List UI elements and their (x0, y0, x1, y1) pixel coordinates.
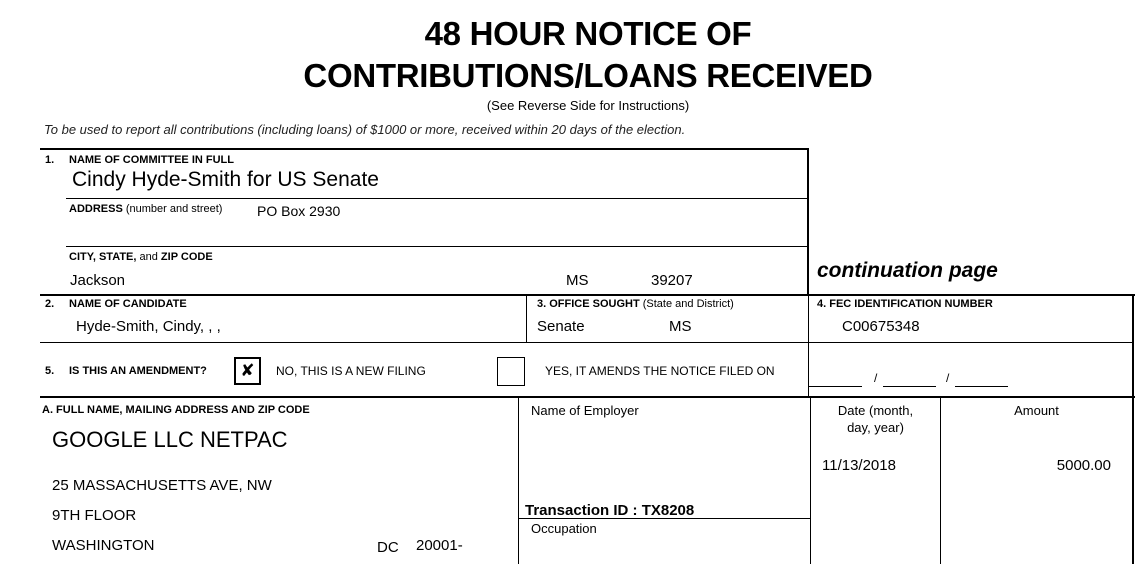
entry-divider-employer (518, 397, 519, 564)
amend-date-sep-1: / (874, 371, 878, 385)
committee-name-value: Cindy Hyde-Smith for US Senate (72, 168, 379, 191)
divider-address-csz (66, 246, 808, 247)
date-label-line2: day, year) (847, 420, 904, 435)
contributor-city-value: WASHINGTON (52, 537, 155, 554)
date-value: 11/13/2018 (822, 457, 896, 474)
csz-label-and: and (139, 251, 158, 263)
row2-divider-fec (808, 295, 809, 397)
section5-number: 5. (45, 365, 55, 377)
row2-top-border (40, 294, 1135, 296)
divider-name-address (66, 198, 808, 199)
office-value: Senate (537, 318, 585, 335)
address-label-rest: (number and street) (125, 203, 223, 215)
office-sought-label (537, 298, 734, 310)
contributor-state-value: DC (377, 539, 399, 556)
contributor-label: A. FULL NAME, MAILING ADDRESS AND ZIP CODE (42, 404, 310, 416)
continuation-page-label: continuation page (817, 259, 998, 282)
section2-number: 2. (45, 298, 55, 310)
entry-divider-amount (940, 397, 941, 564)
committee-name-label: NAME OF COMMITTEE IN FULL (69, 154, 234, 166)
section1-top-border (40, 148, 809, 150)
no-new-filing-label: NO, THIS IS A NEW FILING (276, 364, 426, 378)
address-value: PO Box 2930 (257, 203, 341, 219)
checkmark-x-icon: ✘ (240, 361, 255, 380)
csz-label-bold: CITY, STATE, (69, 251, 137, 263)
candidate-name-label: NAME OF CANDIDATE (69, 298, 187, 310)
section1-number: 1. (45, 154, 55, 166)
amend-date-day-line (883, 386, 936, 387)
office-state-value: MS (669, 318, 692, 335)
row2-right-border (1132, 294, 1134, 398)
occupation-label: Occupation (531, 521, 597, 536)
office-label-rest: (State and District) (642, 298, 734, 310)
fec-id-label: 4. FEC IDENTIFICATION NUMBER (817, 298, 993, 310)
contributor-zip-value: 20001- (416, 537, 463, 554)
fec-id-value: C00675348 (842, 318, 920, 335)
address-label (69, 203, 222, 215)
employer-label: Name of Employer (531, 403, 639, 418)
form-title-line1: 48 HOUR NOTICE OF (424, 15, 752, 52)
csz-label-zip: ZIP CODE (160, 251, 213, 263)
amend-date-month-line (809, 386, 862, 387)
no-new-filing-checkbox[interactable] (234, 357, 261, 385)
row2-divider-office (526, 295, 527, 343)
entry-right-border (1132, 397, 1134, 564)
form-instruction: To be used to report all contributions (including loans) of $1000 or more, received within 20 days of the election. (44, 122, 686, 137)
contributor-name-value: GOOGLE LLC NETPAC (52, 427, 288, 452)
form-subtitle: (See Reverse Side for Instructions) (486, 98, 690, 113)
amount-value: 5000.00 (1056, 457, 1111, 474)
office-label-bold: 3. OFFICE SOUGHT (537, 298, 640, 310)
amend-date-sep-2: / (946, 371, 950, 385)
section1-right-border (807, 148, 809, 296)
amendment-label: IS THIS AN AMENDMENT? (69, 365, 207, 377)
state-value: MS (566, 272, 589, 289)
form-title-line2: CONTRIBUTIONS/LOANS RECEIVED (303, 57, 873, 94)
contributor-address1-value: 25 MASSACHUSETTS AVE, NW (52, 477, 272, 494)
yes-amends-checkbox[interactable] (497, 357, 525, 386)
amount-label: Amount (1014, 403, 1059, 418)
yes-amends-label: YES, IT AMENDS THE NOTICE FILED ON (545, 364, 775, 378)
city-value: Jackson (70, 272, 126, 289)
entry-top-border (40, 396, 1135, 398)
city-state-zip-label (69, 251, 213, 263)
row5-top-border (40, 342, 1133, 343)
transaction-id: Transaction ID : TX8208 (525, 502, 695, 519)
address-label-bold: ADDRESS (69, 203, 123, 215)
contributor-address2-value: 9TH FLOOR (52, 507, 137, 524)
date-label-line1: Date (month, (837, 403, 914, 418)
amend-date-year-line (955, 386, 1008, 387)
zip-value: 39207 (651, 272, 693, 289)
candidate-name-value: Hyde-Smith, Cindy, , , (76, 318, 221, 335)
